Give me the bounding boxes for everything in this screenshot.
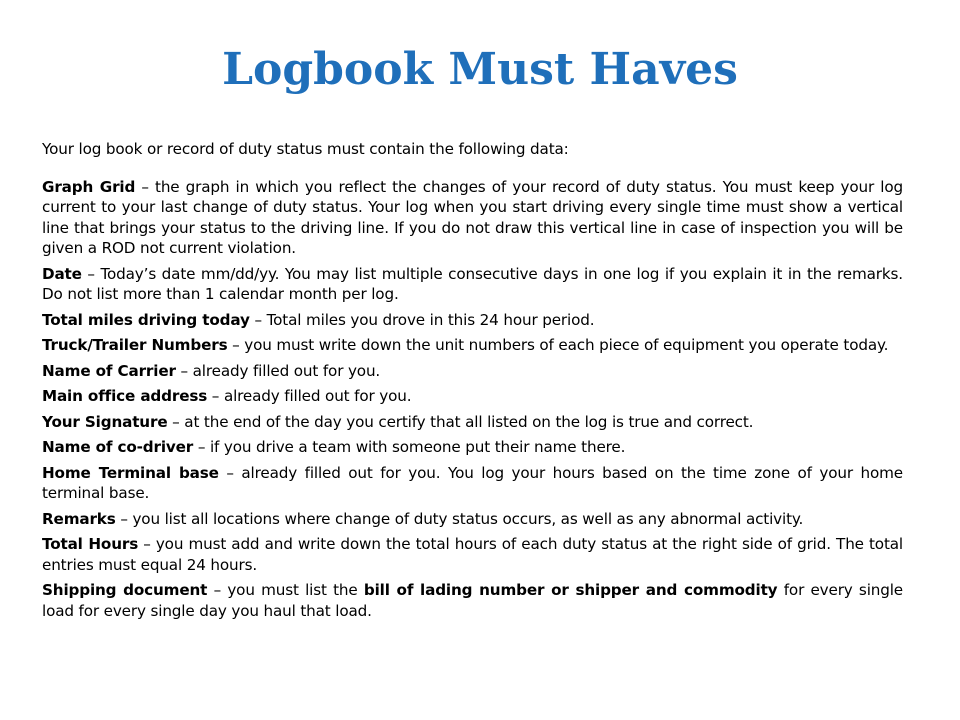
item-separator: – xyxy=(249,310,267,329)
item-text: if you drive a team with someone put their name there. xyxy=(209,438,626,456)
item-text: you must write down the unit numbers of each piece of equipment you operate today. xyxy=(244,336,889,354)
item-name-of-co-driver xyxy=(42,437,903,458)
item-separator: – xyxy=(138,535,156,553)
item-home-terminal-base xyxy=(42,463,903,504)
item-separator: – xyxy=(115,509,133,528)
item-term: Name of co-driver xyxy=(42,438,194,456)
item-term: Your Signature xyxy=(42,412,168,431)
item-graph-grid xyxy=(42,177,903,259)
item-shipping-document xyxy=(42,580,903,621)
item-term: Name of Carrier xyxy=(42,361,176,380)
intro-text: Your log book or record of duty status must contain the following data: xyxy=(42,140,569,158)
item-text: you list all locations where change of duty status occurs, as well as any abnormal activity. xyxy=(132,509,804,528)
item-separator: – xyxy=(218,463,242,482)
item-term: Truck/Trailer Numbers xyxy=(42,336,228,354)
item-text: Today’s date mm/dd/yy. You may list multiple consecutive days in one log if you explain it in the remarks. Do not list more than 1 calendar month per log. xyxy=(42,264,903,303)
item-separator: – xyxy=(81,264,101,283)
item-your-signature xyxy=(42,412,903,433)
item-separator: – xyxy=(175,361,193,380)
item-date xyxy=(42,264,903,305)
item-separator: – xyxy=(135,177,156,196)
slide-body xyxy=(42,139,903,626)
item-term: Main office address xyxy=(42,387,208,405)
item-term: Graph Grid xyxy=(42,177,136,196)
item-term: Shipping document xyxy=(42,581,208,599)
item-name-of-carrier xyxy=(42,361,903,382)
item-text: already filled out for you. xyxy=(223,387,412,405)
item-separator: – xyxy=(167,412,185,431)
item-term: Total Hours xyxy=(42,535,139,553)
item-text: Total miles you drove in this 24 hour period. xyxy=(266,310,595,329)
item-total-hours xyxy=(42,534,903,575)
item-term: Date xyxy=(42,264,82,283)
item-term: Total miles driving today xyxy=(42,310,250,329)
item-main-office-address xyxy=(42,386,903,407)
item-separator: – xyxy=(227,336,245,354)
item-total-miles xyxy=(42,310,903,331)
item-term: Home Terminal base xyxy=(42,463,219,482)
item-text: at the end of the day you certify that all listed on the log is true and correct. xyxy=(184,412,754,431)
item-text: the graph in which you reflect the changes of your record of duty status. You must keep your log current to your last change of duty status. Your log when you start driving every single time must show a vertical line that brings your status to the driving line. If you do not draw this vertical line in case of inspection you will be given a ROD not current violation. xyxy=(42,177,903,257)
slide-title: Logbook Must Haves xyxy=(222,44,738,95)
item-text: already filled out for you. xyxy=(192,361,381,380)
item-term: Remarks xyxy=(42,509,116,528)
item-text: already filled out for you. You log your hours based on the time zone of your home terminal base. xyxy=(42,463,903,502)
item-text: for every single load for every single day you haul that load. xyxy=(42,581,903,620)
item-text: you must list the xyxy=(227,581,364,599)
item-separator: – xyxy=(193,438,210,456)
item-separator: – xyxy=(207,581,228,599)
item-text: you must add and write down the total hours of each duty status at the right side of grid. The total entries must equal 24 hours. xyxy=(42,535,903,574)
item-separator: – xyxy=(207,387,224,405)
item-remarks xyxy=(42,509,903,530)
item-truck-trailer-numbers xyxy=(42,335,903,356)
item-bold-phrase: bill of lading number or shipper and commodity xyxy=(363,581,778,599)
